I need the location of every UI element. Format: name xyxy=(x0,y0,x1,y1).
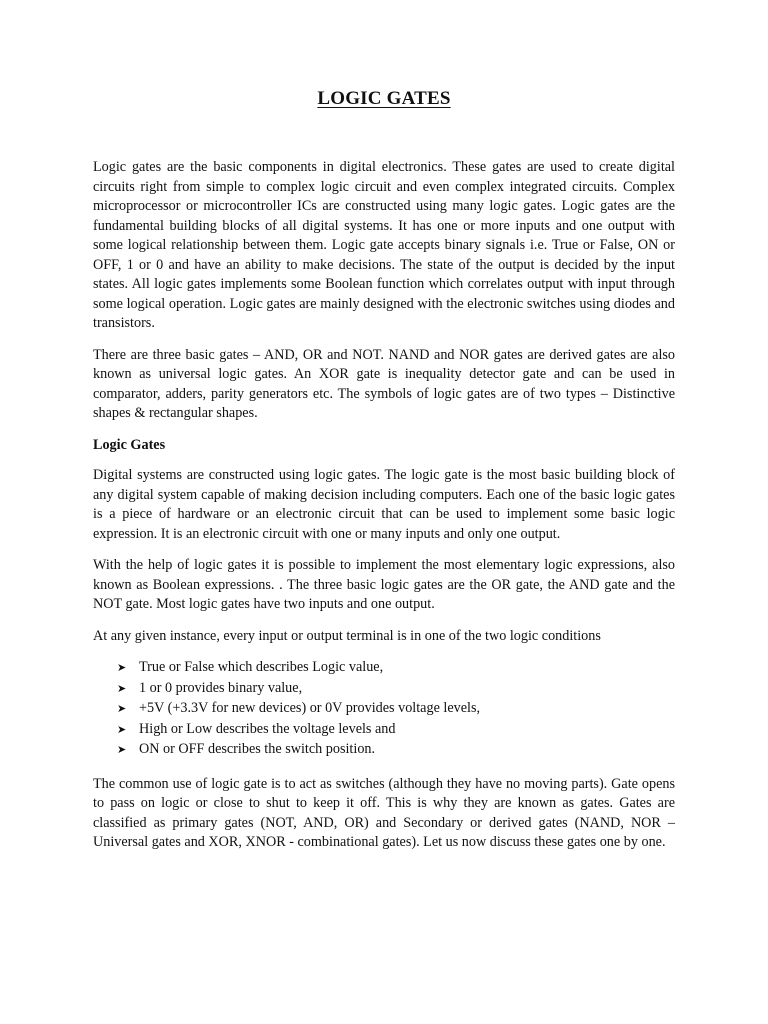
list-item-text: +5V (+3.3V for new devices) or 0V provides voltage levels, xyxy=(139,700,481,717)
section-paragraph-3: At any given instance, every input or output terminal is in one of the two logic conditions xyxy=(93,627,601,644)
list-item xyxy=(117,699,675,720)
closing-paragraph: The common use of logic gate is to act as switches (although they have no moving parts). Gate opens to pass on logic or close to shut to keep it off. This is why they are known as gates. Gates are classified as primary gates (NOT, AND, OR) and Secondary or derived gates (NAND, NOR – Universal gates and XOR, XNOR - combinational gates). Let us now discuss these gates one by one. xyxy=(93,775,675,851)
arrowhead-bullet-icon: ➤ xyxy=(117,744,127,757)
list-item-text: High or Low describes the voltage levels and xyxy=(139,720,396,737)
list-item xyxy=(117,679,675,700)
section-heading: Logic Gates xyxy=(93,436,166,453)
list-item-text: True or False which describes Logic value, xyxy=(139,659,384,675)
arrowhead-bullet-icon: ➤ xyxy=(117,723,127,736)
list-item-text: ON or OFF describes the switch position. xyxy=(139,741,376,758)
list-item xyxy=(117,720,675,741)
document-page xyxy=(93,88,675,865)
arrowhead-bullet-icon: ➤ xyxy=(117,703,127,716)
intro-paragraph-2: There are three basic gates – AND, OR and NOT. NAND and NOR gates are derived gates are also known as universal logic gates. An XOR gate is inequality detector gate and can be used in comparator, adders, parity generators etc. The symbols of logic gates are of two types – Distinctive shapes & rectangular shapes. xyxy=(93,346,675,421)
list-item xyxy=(117,740,675,761)
section-paragraph-2: With the help of logic gates it is possible to implement the most elementary logic expressions, also known as Boolean expressions. . The three basic logic gates are the OR gate, the AND gate and the NOT gate. Most logic gates have two inputs and one output. xyxy=(93,557,675,612)
arrowhead-bullet-icon: ➤ xyxy=(117,682,127,695)
list-item-text: 1 or 0 provides binary value, xyxy=(139,679,303,696)
list-item xyxy=(117,658,675,679)
logic-conditions-list xyxy=(93,658,675,761)
arrowhead-bullet-icon: ➤ xyxy=(117,662,127,674)
intro-paragraph-1: Logic gates are the basic components in digital electronics. These gates are used to create digital circuits right from simple to complex logic circuit and even complex integrated circuits. Complex microprocessor or microcontroller ICs are constructed using many logic gates. Logic gates are the fundamental building blocks of all digital systems. It has one or more inputs and one output with some logical relationship between them. Logic gate accepts binary signals i.e. True or False, ON or OFF, 1 or 0 and have an ability to make decisions. The state of the output is decided by the input states. All logic gates implements some Boolean function which correlates output with input through some logical operation. Logic gates are mainly designed with the electronic switches using diodes and transistors. xyxy=(93,159,675,331)
section-paragraph-1: Digital systems are constructed using logic gates. The logic gate is the most basic building block of any digital system capable of making decision including computers. Each one of the basic logic gates is a piece of hardware or an electronic circuit that can be used to implement some basic logic expression. It is an electronic circuit with one or many inputs and only one output. xyxy=(93,467,675,542)
page-title: LOGIC GATES xyxy=(317,88,451,109)
